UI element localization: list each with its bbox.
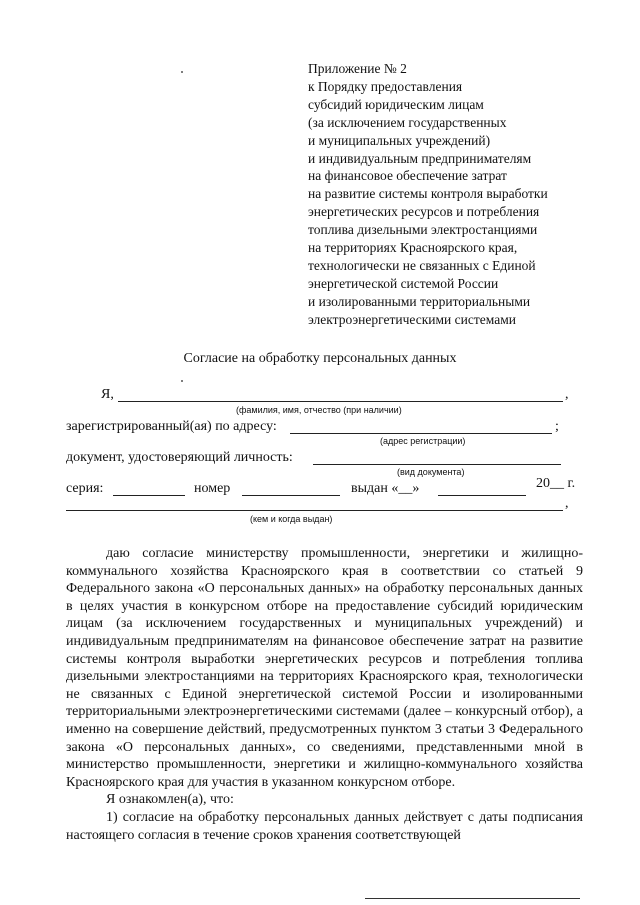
appendix-line: энергетических ресурсов и потребления bbox=[308, 204, 540, 220]
fio-caption: (фамилия, имя, отчество (при наличии) bbox=[236, 405, 402, 415]
i-label: Я, bbox=[101, 387, 114, 402]
number-label: номер bbox=[194, 481, 231, 496]
appendix-line: энергетической системой России bbox=[308, 275, 499, 291]
series-label: серия: bbox=[66, 481, 104, 496]
fio-field[interactable] bbox=[118, 401, 563, 402]
address-field[interactable] bbox=[290, 433, 552, 434]
term-paragraph: 1) согласие на обработку персональных данных действует с даты подписания настоящего согласия в течение сроков хранения соответствующей bbox=[66, 809, 583, 843]
consent-body bbox=[66, 545, 583, 844]
document-label: документ, удостоверяющий личность: bbox=[66, 450, 293, 465]
appendix-line: электроэнергетическими системами bbox=[308, 311, 516, 327]
appendix-line: и изолированными территориальными bbox=[308, 293, 531, 309]
consent-paragraph: даю согласие министерству промышленности, энергетики и жилищно-коммунального хозяйства Красноярского края в соответствии со статьей 9 Федерального закона «О персональных данных» на обработку персональных данных в целях участия в конкурсном отборе на предоставление субсидий юридическим лицам (за исключением государственных и муниципальных учреждений) и индивидуальным предпринимателям на финансовое обеспечение затрат на развитие системы контроля выработки энергетических ресурсов и потребления топлива дизельными электростанциями на территориях Красноярского края, технологически не связанных с Единой энергетической системой России и изолированными территориальными электроэнергетическими системами (далее – конкурсный отбор), а именно на совершение действий, предусмотренных пунктом 3 статьи 3 Федерального закона «О персональных данных», со сведениями, представленными мной в министерство промышленности, энергетики и жилищно-коммунального хозяйства Красноярского края для участия в указанном конкурсном отборе. bbox=[66, 546, 583, 790]
series-field[interactable] bbox=[113, 495, 185, 496]
appendix-line: на развитие системы контроля выработки bbox=[308, 186, 548, 202]
appendix-line: к Порядку предоставления bbox=[308, 78, 463, 94]
appendix-header bbox=[308, 60, 608, 329]
appendix-line: технологически не связанных с Единой bbox=[308, 257, 536, 273]
fio-end: , bbox=[565, 387, 569, 402]
number-field[interactable] bbox=[242, 495, 340, 496]
doc-caption: (вид документа) bbox=[397, 467, 465, 477]
year-label: 20__ г. bbox=[536, 476, 576, 491]
scan-speck bbox=[181, 380, 183, 382]
issued-end: , bbox=[565, 496, 569, 511]
appendix-line: субсидий юридическим лицам bbox=[308, 96, 484, 112]
appendix-line: (за исключением государственных bbox=[308, 114, 507, 130]
address-caption: (адрес регистрации) bbox=[380, 436, 466, 446]
appendix-line: и индивидуальным предпринимателям bbox=[308, 150, 532, 166]
document-title: Согласие на обработку персональных данных bbox=[183, 351, 457, 366]
appendix-line: и муниципальных учреждений) bbox=[308, 132, 491, 148]
issued-month-field[interactable] bbox=[438, 495, 526, 496]
document-field[interactable] bbox=[313, 464, 561, 465]
appendix-line: на территориях Красноярского края, bbox=[308, 240, 518, 256]
issued-label: выдан «__» bbox=[351, 481, 420, 496]
footer-rule bbox=[365, 898, 580, 899]
issued-by-field[interactable] bbox=[66, 510, 563, 511]
appendix-line: Приложение № 2 bbox=[308, 61, 407, 76]
scan-speck bbox=[181, 71, 183, 73]
appendix-line: топлива дизельными электростанциями bbox=[308, 222, 538, 238]
acknowledge-paragraph: Я ознакомлен(а), что: bbox=[106, 792, 234, 808]
appendix-line: на финансовое обеспечение затрат bbox=[308, 168, 507, 184]
registered-end: ; bbox=[555, 419, 559, 434]
registered-label: зарегистрированный(ая) по адресу: bbox=[66, 419, 277, 434]
issued-caption: (кем и когда выдан) bbox=[250, 514, 333, 524]
